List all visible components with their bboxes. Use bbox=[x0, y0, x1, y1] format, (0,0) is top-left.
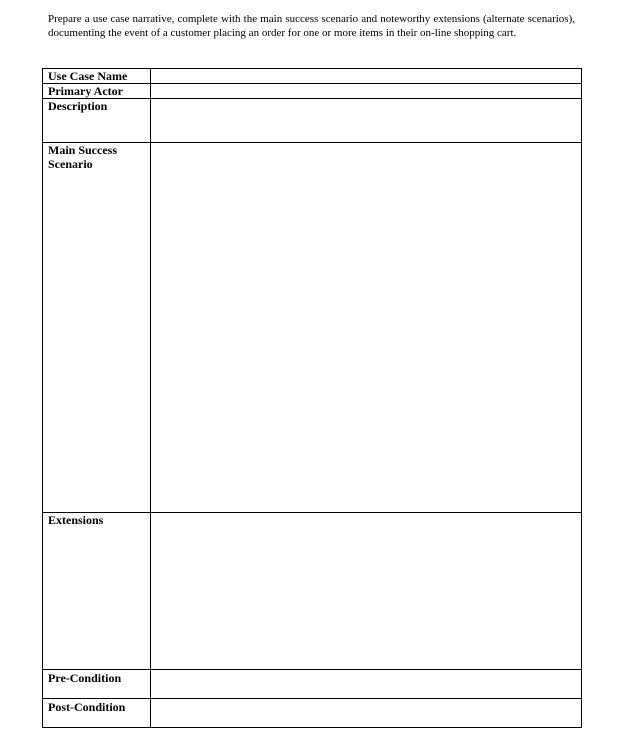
use-case-name-field[interactable] bbox=[151, 69, 582, 84]
extensions-label: Extensions bbox=[48, 513, 104, 527]
table-row-pre-condition bbox=[43, 670, 582, 699]
use-case-name-label: Use Case Name bbox=[48, 69, 128, 83]
primary-actor-field[interactable] bbox=[151, 84, 582, 99]
main-success-scenario-field[interactable] bbox=[151, 143, 582, 513]
use-case-table bbox=[42, 68, 582, 728]
label-cell bbox=[43, 99, 151, 143]
table-row-post-condition bbox=[43, 699, 582, 728]
description-field[interactable] bbox=[151, 99, 582, 143]
label-cell bbox=[43, 513, 151, 670]
label-cell bbox=[43, 84, 151, 99]
post-condition-field[interactable] bbox=[151, 699, 582, 728]
table-row-use-case-name bbox=[43, 69, 582, 84]
extensions-field[interactable] bbox=[151, 513, 582, 670]
table-row-extensions bbox=[43, 513, 582, 670]
table-row-main-success-scenario bbox=[43, 143, 582, 513]
label-cell bbox=[43, 69, 151, 84]
pre-condition-label: Pre-Condition bbox=[48, 671, 122, 685]
table-row-description bbox=[43, 99, 582, 143]
label-cell bbox=[43, 699, 151, 728]
post-condition-label: Post-Condition bbox=[48, 700, 126, 714]
description-label: Description bbox=[48, 99, 108, 113]
pre-condition-field[interactable] bbox=[151, 670, 582, 699]
primary-actor-label: Primary Actor bbox=[48, 84, 123, 98]
instructions-text: Prepare a use case narrative, complete with the main success scenario and noteworthy extensions (alternate scenarios), documenting the event of a customer placing an order for one or more items in their on-line shopping cart. bbox=[48, 13, 575, 39]
main-success-scenario-label: Main Success Scenario bbox=[48, 143, 117, 171]
label-cell bbox=[43, 143, 151, 513]
label-cell bbox=[43, 670, 151, 699]
table-row-primary-actor bbox=[43, 84, 582, 99]
